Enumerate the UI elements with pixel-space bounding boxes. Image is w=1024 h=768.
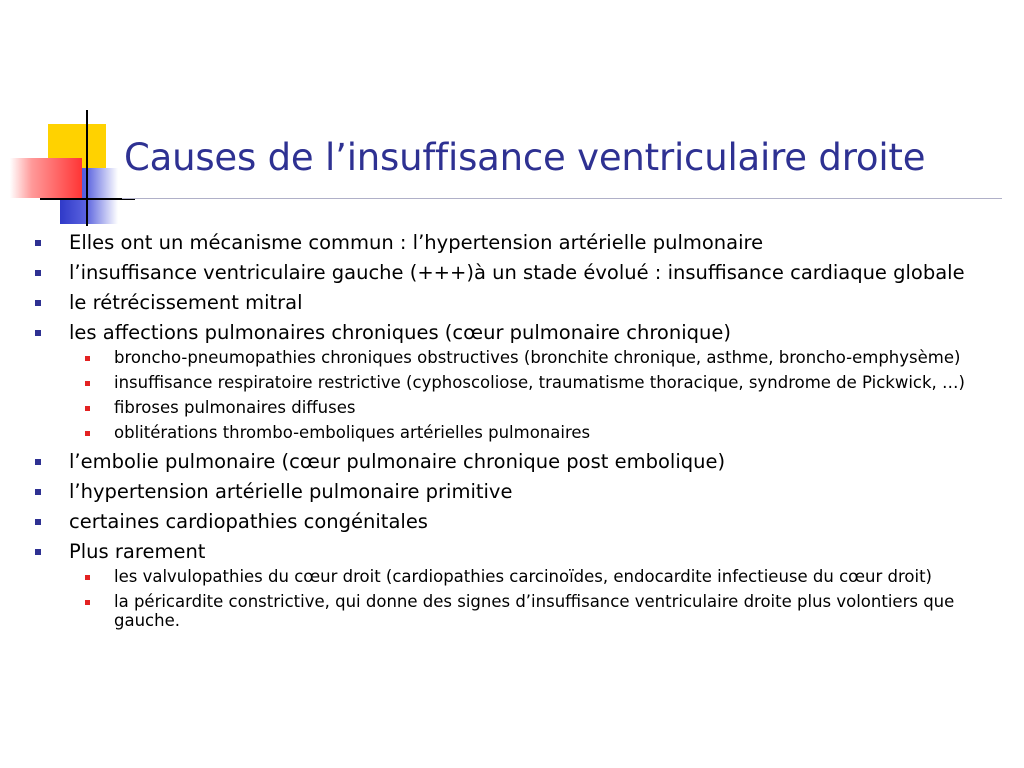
- sub-bullet-text: oblitérations thrombo-emboliques artérielles pulmonaires: [114, 423, 591, 442]
- bullet-text: l’insuffisance ventriculaire gauche (+++)à un stade évolué : insuffisance cardiaque globale: [69, 261, 965, 284]
- bullet-text: l’hypertension artérielle pulmonaire primitive: [69, 480, 513, 503]
- square-bullet-icon: [35, 519, 41, 525]
- sub-bullet-list: [69, 348, 1024, 442]
- bullet-item: [0, 232, 1024, 253]
- small-square-bullet-icon: [85, 356, 90, 361]
- bullet-text: Plus rarement: [69, 540, 206, 563]
- sub-bullet-item: [69, 592, 1024, 630]
- bullet-text: l’embolie pulmonaire (cœur pulmonaire chronique post embolique): [69, 450, 726, 473]
- sub-bullet-item: [69, 373, 1024, 392]
- bullet-text: les affections pulmonaires chroniques (cœur pulmonaire chronique): [69, 321, 731, 344]
- bullet-text: Elles ont un mécanisme commun : l’hypertension artérielle pulmonaire: [69, 231, 764, 254]
- logo-vertical-line: [86, 110, 88, 226]
- logo-red-square: [10, 158, 82, 198]
- bullet-text: certaines cardiopathies congénitales: [69, 510, 428, 533]
- bullet-item: [0, 262, 1024, 283]
- slide-content: [0, 232, 1024, 639]
- sub-bullet-list: [69, 567, 1024, 630]
- square-bullet-icon: [35, 549, 41, 555]
- sub-bullet-item: [69, 567, 1024, 586]
- bullet-item: [0, 541, 1024, 630]
- sub-bullet-item: [69, 398, 1024, 417]
- sub-bullet-text: broncho-pneumopathies chroniques obstructives (bronchite chronique, asthme, broncho-emphysème): [114, 348, 961, 367]
- square-bullet-icon: [35, 270, 41, 276]
- sub-bullet-text: les valvulopathies du cœur droit (cardiopathies carcinoïdes, endocardite infectieuse du cœur droit): [114, 567, 932, 586]
- bullet-item: [0, 322, 1024, 442]
- small-square-bullet-icon: [85, 406, 90, 411]
- slide-title: Causes de l’insuffisance ventriculaire droite: [124, 136, 926, 179]
- sub-bullet-text: fibroses pulmonaires diffuses: [114, 398, 356, 417]
- bullet-item: [0, 451, 1024, 472]
- small-square-bullet-icon: [85, 600, 90, 605]
- small-square-bullet-icon: [85, 431, 90, 436]
- bullet-item: [0, 292, 1024, 313]
- sub-bullet-item: [69, 348, 1024, 367]
- small-square-bullet-icon: [85, 381, 90, 386]
- sub-bullet-item: [69, 423, 1024, 442]
- square-bullet-icon: [35, 240, 41, 246]
- bullet-text: le rétrécissement mitral: [69, 291, 303, 314]
- sub-bullet-text: la péricardite constrictive, qui donne des signes d’insuffisance ventriculaire droite plus volontiers que gauche.: [114, 592, 955, 630]
- bullet-item: [0, 511, 1024, 532]
- slide-logo-decoration: [0, 0, 150, 240]
- square-bullet-icon: [35, 300, 41, 306]
- small-square-bullet-icon: [85, 575, 90, 580]
- title-underline: [122, 198, 1002, 199]
- square-bullet-icon: [35, 489, 41, 495]
- logo-horizontal-line: [40, 198, 135, 200]
- bullet-list: [0, 232, 1024, 630]
- sub-bullet-text: insuffisance respiratoire restrictive (cyphoscoliose, traumatisme thoracique, syndrome de Pickwick, …): [114, 373, 965, 392]
- bullet-item: [0, 481, 1024, 502]
- square-bullet-icon: [35, 330, 41, 336]
- square-bullet-icon: [35, 459, 41, 465]
